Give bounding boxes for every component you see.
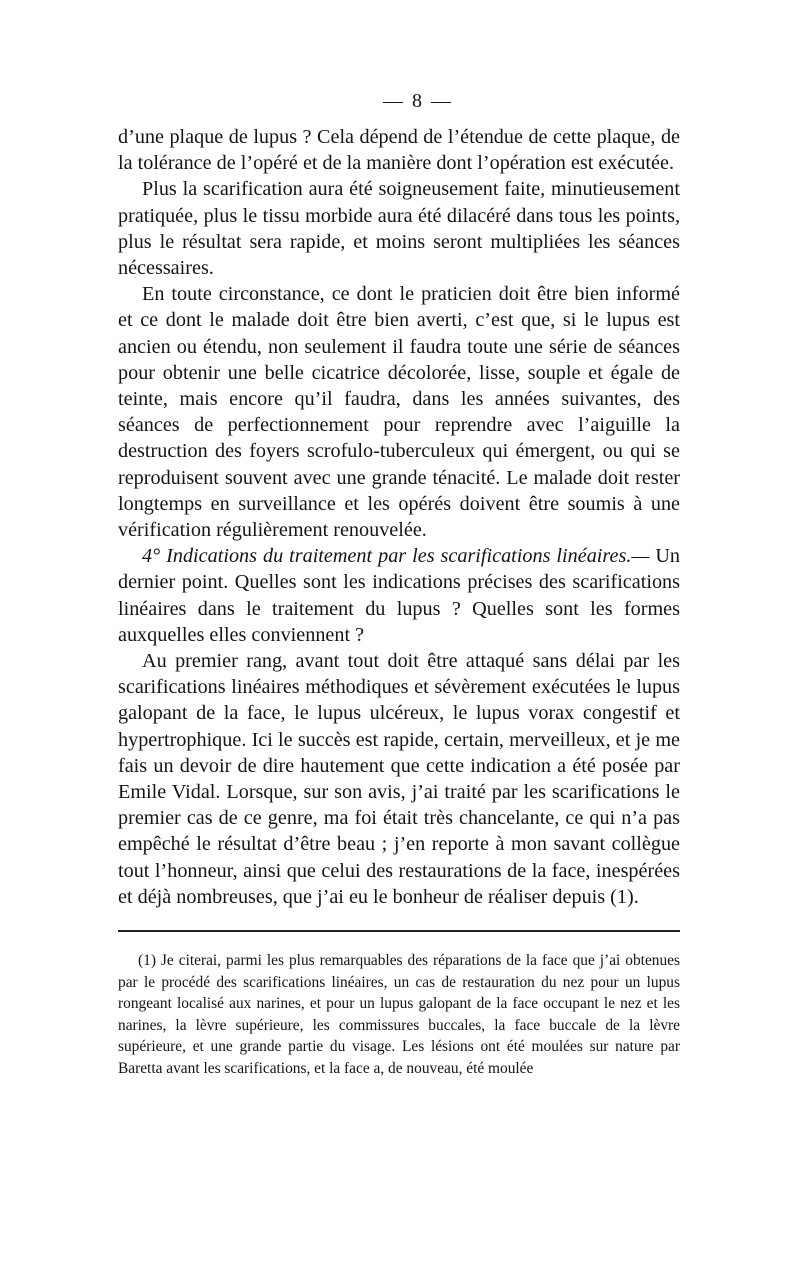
book-page <box>118 88 680 1080</box>
paragraph-continuation: d’une plaque de lupus ? Cela dépend de l’étendue de cette plaque, de la tolérance de l’opéré et de la manière dont l’opération est exécutée. <box>118 126 680 175</box>
page-number-header: — 8 — <box>383 90 453 112</box>
section-text: Un dernier point. Quelles sont les indications précises des scarifications linéaires dans le traitement du lupus ? Quelles sont les formes auxquelles elles conviennent ? <box>118 545 680 646</box>
section-paragraph <box>118 543 680 648</box>
section-title: 4° Indications du traitement par les scarifications linéaires.— <box>142 545 650 568</box>
paragraph-first-rank: Au premier rang, avant tout doit être attaqué sans délai par les scarifications linéaires méthodiques et sévèrement exécutées le lupus galopant de la face, le lupus ulcéreux, le lupus vorax congestif et hypertrophique. Ici le succès est rapide, certain, merveilleux, et je me fais un devoir de dire hautement que cette indication a été posée par Emile Vidal. Lorsque, sur son avis, j’ai traité par les scarifications le premier cas de ce genre, ma foi était très chancelante, ce qui n’a pas empêché le résultat d’être beau ; j’en reporte à mon savant collègue tout l’honneur, ainsi que celui des restaurations de la face, inespérées et déjà nombreuses, que j’ai eu le bonheur de réaliser depuis (1). <box>118 650 680 908</box>
paragraph-circumstance: En toute circonstance, ce dont le praticien doit être bien informé et ce dont le malade doit être bien averti, c’est que, si le lupus est ancien ou étendu, non seulement il faudra toute une série de séances pour obtenir une belle cicatrice décolorée, lisse, souple et égale de teinte, mais encore qu’il faudra, dans les années suivantes, des séances de perfectionnement pour reprendre avec l’aiguille la destruction des foyers scrofulo-tuberculeux qui émergent, ou qui se reproduisent souvent avec une grande ténacité. Le malade doit rester longtemps en surveillance et les opérés doivent être soumis à une vérification régulièrement renouvelée. <box>118 283 680 542</box>
footnote-divider <box>118 930 680 932</box>
footnote: (1) Je citerai, parmi les plus remarquables des réparations de la face que j’ai obtenues par le procédé des scarifications linéaires, un cas de restauration du nez pour un lupus rongeant localisé aux narines, et pour un lupus galopant de la face occupant le nez et les narines, la lèvre supérieure, les commissures buccales, la face buccale de la lèvre supérieure, et une grande partie du visage. Les lésions ont été moulées sur nature par Baretta avant les scarifications, et la face a, de nouveau, été moulée <box>118 952 680 1078</box>
paragraph-scarification: Plus la scarification aura été soigneusement faite, minutieusement pratiquée, plus le tissu morbide aura été dilacéré dans tous les points, plus le résultat sera rapide, et moins seront multipliées les séances nécessaires. <box>118 178 680 280</box>
